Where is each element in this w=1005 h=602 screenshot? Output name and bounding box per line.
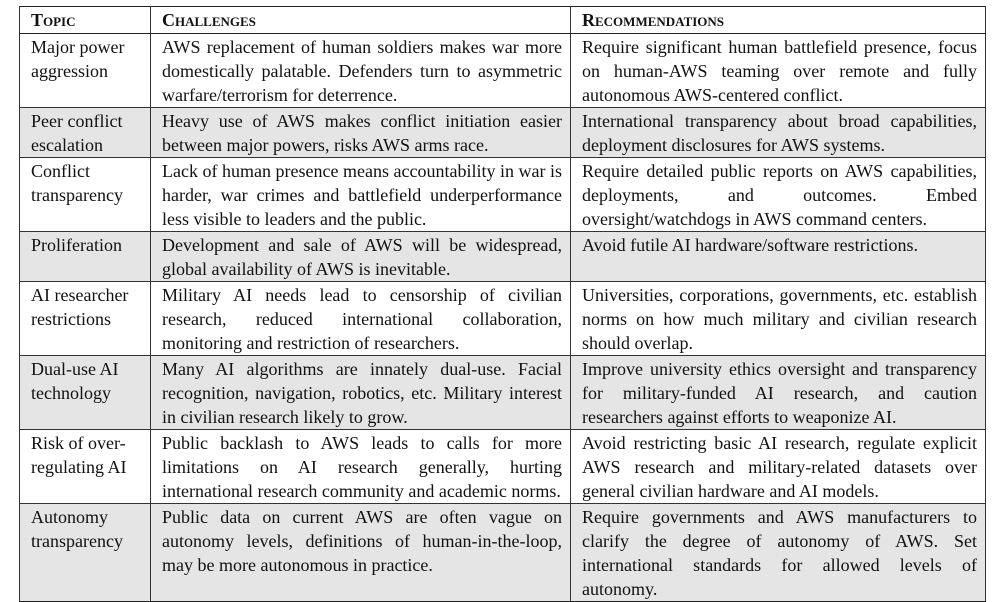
recommendations-cell: Avoid restricting basic AI research, regulate explicit AWS research and military-related datasets over general civilian hardware and AI models.: [571, 430, 986, 504]
recommendations-cell: Improve university ethics oversight and transparency for military-funded AI research, and caution researchers against efforts to weaponize AI.: [571, 356, 986, 430]
table-row: [20, 356, 986, 430]
challenges-cell: Public backlash to AWS leads to calls for more limitations on AI research generally, hurting international research community and academic norms.: [151, 430, 571, 504]
table-row: [20, 430, 986, 504]
topic-cell: Peer conflict escalation: [20, 108, 151, 158]
table-row: [20, 108, 986, 158]
challenges-cell: Military AI needs lead to censorship of civilian research, reduced international collaboration, monitoring and restriction of researchers.: [151, 282, 571, 356]
topic-cell: Dual-use AI technology: [20, 356, 151, 430]
table-row: [20, 34, 986, 108]
topic-cell: Risk of over-regulating AI: [20, 430, 151, 504]
header-recommendations: Recommendations: [571, 7, 986, 34]
topic-cell: Autonomy transparency: [20, 504, 151, 602]
challenges-cell: Many AI algorithms are innately dual-use. Facial recognition, navigation, robotics, etc. Military interest in civilian research likely to grow.: [151, 356, 571, 430]
recommendations-cell: Require governments and AWS manufacturers to clarify the degree of autonomy of AWS. Set international standards for allowed levels of autonomy.: [571, 504, 986, 602]
challenges-cell: Public data on current AWS are often vague on autonomy levels, definitions of human-in-the-loop, may be more autonomous in practice.: [151, 504, 571, 602]
header-row: [20, 7, 986, 34]
topic-cell: Major power aggression: [20, 34, 151, 108]
challenges-cell: Development and sale of AWS will be widespread, global availability of AWS is inevitable.: [151, 232, 571, 282]
recommendations-cell: Universities, corporations, governments, etc. establish norms on how much military and civilian research should overlap.: [571, 282, 986, 356]
topic-cell: AI researcher restrictions: [20, 282, 151, 356]
recommendations-cell: Require detailed public reports on AWS capabilities, deployments, and outcomes. Embed oversight/watchdogs in AWS command centers.: [571, 158, 986, 232]
topic-cell: Conflict transparency: [20, 158, 151, 232]
topic-cell: Proliferation: [20, 232, 151, 282]
recommendations-cell: Require significant human battlefield presence, focus on human-AWS teaming over remote and fully autonomous AWS-centered conflict.: [571, 34, 986, 108]
policy-table: [19, 6, 986, 602]
table-row: [20, 282, 986, 356]
challenges-cell: AWS replacement of human soldiers makes war more domestically palatable. Defenders turn to asymmetric warfare/terrorism for deterrence.: [151, 34, 571, 108]
header-challenges: Challenges: [151, 7, 571, 34]
header-topic: Topic: [20, 7, 151, 34]
challenges-cell: Lack of human presence means accountability in war is harder, war crimes and battlefield underperformance less visible to leaders and the public.: [151, 158, 571, 232]
table-row: [20, 158, 986, 232]
table-row: [20, 232, 986, 282]
recommendations-cell: International transparency about broad capabilities, deployment disclosures for AWS systems.: [571, 108, 986, 158]
table-row: [20, 504, 986, 602]
challenges-cell: Heavy use of AWS makes conflict initiation easier between major powers, risks AWS arms race.: [151, 108, 571, 158]
recommendations-cell: Avoid futile AI hardware/software restrictions.: [571, 232, 986, 282]
